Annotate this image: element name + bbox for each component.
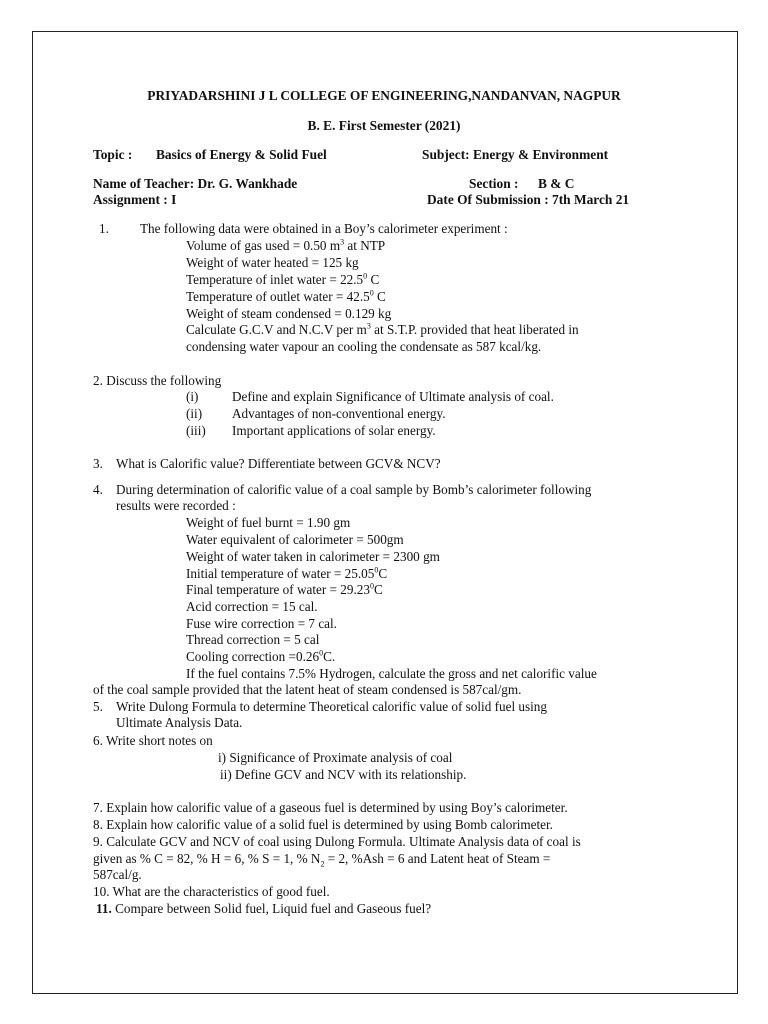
q1-line: condensing water vapour an cooling the condensate as 587 kcal/kg. bbox=[186, 339, 542, 354]
q11-number: 11. bbox=[96, 901, 112, 916]
q1-line: Volume of gas used = 0.50 $m^3$ at NTP bbox=[186, 237, 386, 253]
q4-line: Final temperature of water = $29.23^0C$ bbox=[186, 581, 383, 597]
q6-item: ii) Define GCV and NCV with its relationship. bbox=[220, 767, 467, 782]
q4-number: 4. bbox=[93, 482, 103, 497]
q11-text: Compare between Solid fuel, Liquid fuel and Gaseous fuel? bbox=[111, 901, 432, 916]
submission-date: Date Of Submission : 7th March 21 bbox=[427, 192, 630, 207]
q1-line: Weight of steam condensed = 0.129 kg bbox=[186, 306, 392, 321]
q9-text: 9. Calculate GCV and NCV of coal using Dulong Formula. Ultimate Analysis data of coal is bbox=[93, 834, 581, 849]
q5-text: Write Dulong Formula to determine Theoretical calorific value of solid fuel using bbox=[116, 699, 547, 714]
q4-line: Acid correction = 15 cal. bbox=[186, 599, 318, 614]
teacher-name: Name of Teacher: Dr. G. Wankhade bbox=[93, 176, 298, 191]
section-value: B & C bbox=[538, 176, 575, 191]
q2-item-text: Advantages of non-conventional energy. bbox=[232, 406, 446, 421]
q7-text: 7. Explain how calorific value of a gaseous fuel is determined by using Boy’s calorimeter. bbox=[93, 800, 568, 815]
assignment-number: Assignment : I bbox=[93, 192, 177, 207]
q1-number: 1. bbox=[99, 221, 109, 236]
q4-line: Fuse wire correction = 7 cal. bbox=[186, 616, 337, 631]
q9-text: given as % C = 82, % H = 6, % S = 1, % $N_2 = 2$, %Ash = 6 and Latent heat of Steam = bbox=[93, 851, 551, 869]
q4-line: Water equivalent of calorimeter = 500gm bbox=[186, 532, 404, 547]
q4-line: Weight of water taken in calorimeter = 2300 gm bbox=[186, 549, 440, 564]
college-title: PRIYADARSHINI J L COLLEGE OF ENGINEERING,NANDANVAN, NAGPUR bbox=[147, 88, 621, 103]
q4-line: If the fuel contains 7.5% Hydrogen, calculate the gross and net calorific value bbox=[186, 666, 597, 681]
q4-line: Weight of fuel burnt = 1.90 gm bbox=[186, 515, 351, 530]
topic-label: Topic : bbox=[93, 147, 133, 162]
q5-number: 5. bbox=[93, 699, 103, 714]
q3-number: 3. bbox=[93, 456, 103, 471]
q1-line: Temperature of inlet water = $22.5^0$ C bbox=[186, 271, 380, 287]
q1-line: Temperature of outlet water = $42.5^0$ C bbox=[186, 288, 386, 304]
q6-item: i) Significance of Proximate analysis of coal bbox=[218, 750, 453, 765]
q9-text: 587cal/g. bbox=[93, 867, 142, 882]
q1-intro: The following data were obtained in a Boy’s calorimeter experiment : bbox=[140, 221, 508, 236]
q4-intro: During determination of calorific value of a coal sample by Bomb’s calorimeter following bbox=[116, 482, 592, 497]
q2-item-number: (ii) bbox=[186, 406, 203, 421]
q4-intro: results were recorded : bbox=[116, 498, 236, 513]
q10-text: 10. What are the characteristics of good fuel. bbox=[93, 884, 330, 899]
q11-line bbox=[96, 901, 431, 917]
q4-line: Thread correction = 5 cal bbox=[186, 632, 320, 647]
q1-line: Weight of water heated = 125 kg bbox=[186, 255, 359, 270]
topic-value: Basics of Energy & Solid Fuel bbox=[156, 147, 327, 162]
q2-item-text: Important applications of solar energy. bbox=[232, 423, 436, 438]
q2-item-text: Define and explain Significance of Ultimate analysis of coal. bbox=[232, 389, 554, 404]
semester-title: B. E. First Semester (2021) bbox=[307, 118, 461, 133]
q1-line: Calculate G.C.V and N.C.V per $m^3$ at S.T.P. provided that heat liberated in bbox=[186, 321, 579, 337]
q6-intro: 6. Write short notes on bbox=[93, 733, 213, 748]
q4-line: Cooling correction $=0.26^0C$. bbox=[186, 648, 336, 664]
q4-line: of the coal sample provided that the latent heat of steam condensed is 587cal/gm. bbox=[93, 682, 522, 697]
q2-item-number: (i) bbox=[186, 389, 199, 404]
section-label: Section : bbox=[469, 176, 519, 191]
q4-line: Initial temperature of water = $25.05^0C$ bbox=[186, 565, 388, 581]
subject: Subject: Energy & Environment bbox=[422, 147, 609, 162]
q5-text: Ultimate Analysis Data. bbox=[116, 715, 243, 730]
q3-text: What is Calorific value? Differentiate between GCV& NCV? bbox=[116, 456, 441, 471]
q8-text: 8. Explain how calorific value of a solid fuel is determined by using Bomb calorimeter. bbox=[93, 817, 553, 832]
q2-intro: 2. Discuss the following bbox=[93, 373, 222, 388]
q2-item-number: (iii) bbox=[186, 423, 206, 438]
